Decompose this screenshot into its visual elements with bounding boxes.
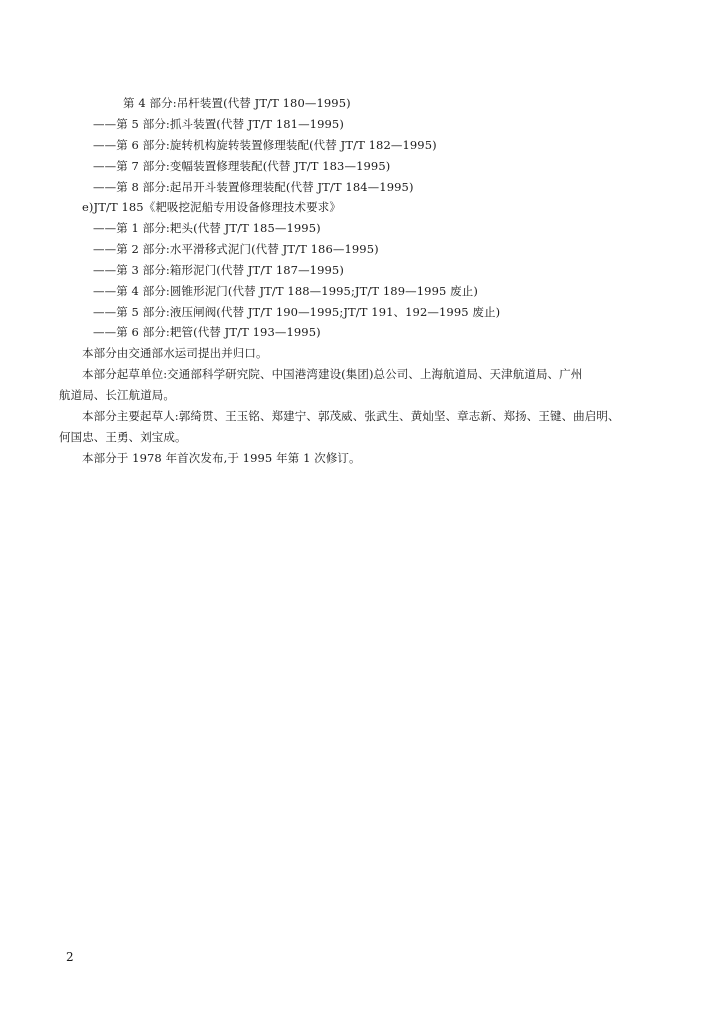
part-3-box-mud-door: ——第 3 部分:箱形泥门(代替 JT/T 187—1995) bbox=[93, 263, 344, 277]
drafting-units-paragraph: 本部分起草单位:交通部科学研究院、中国港湾建设(集团)总公司、上海航道局、天津航道局、广州 bbox=[82, 367, 583, 381]
part-5-grab-device: ——第 5 部分:抓斗装置(代替 JT/T 181—1995) bbox=[93, 117, 344, 131]
part-2-sliding-mud-door: ——第 2 部分:水平滑移式泥门(代替 JT/T 186—1995) bbox=[93, 242, 379, 256]
part-6-rotation-mechanism: ——第 6 部分:旋转机构旋转装置修理装配(代替 JT/T 182—1995) bbox=[93, 138, 437, 152]
list-item-e-standard-title: e)JT/T 185《耙吸挖泥船专用设备修理技术要求》 bbox=[82, 200, 341, 214]
page-number: 2 bbox=[66, 950, 74, 964]
publication-history-paragraph: 本部分于 1978 年首次发布,于 1995 年第 1 次修订。 bbox=[82, 451, 361, 465]
drafters-paragraph: 本部分主要起草人:郭绮贯、王玉铭、郑建宁、郭茂威、张武生、黄灿坚、章志新、郑扬、王键、曲启明、 bbox=[82, 409, 620, 423]
drafting-units-continuation: 航道局、长江航道局。 bbox=[59, 388, 175, 402]
part-6-drag-pipe: ——第 6 部分:耙管(代替 JT/T 193—1995) bbox=[93, 325, 321, 339]
part-4-cone-mud-door: ——第 4 部分:圆锥形泥门(代替 JT/T 188—1995;JT/T 189—1995 废止) bbox=[93, 284, 478, 298]
part-1-drag-head: ——第 1 部分:耙头(代替 JT/T 185—1995) bbox=[93, 221, 321, 235]
part-4-boom-device: 第 4 部分:吊杆装置(代替 JT/T 180—1995) bbox=[123, 96, 351, 110]
part-5-hydraulic-gate-valve: ——第 5 部分:液压闸阀(代替 JT/T 190—1995;JT/T 191、192—1995 废止) bbox=[93, 305, 501, 319]
part-7-luffing-device: ——第 7 部分:变幅装置修理装配(代替 JT/T 183—1995) bbox=[93, 159, 391, 173]
part-8-hoisting-device: ——第 8 部分:起吊开斗装置修理装配(代替 JT/T 184—1995) bbox=[93, 180, 414, 194]
drafters-continuation: 何国忠、王勇、刘宝成。 bbox=[59, 430, 187, 444]
proposal-paragraph: 本部分由交通部水运司提出并归口。 bbox=[82, 346, 268, 360]
